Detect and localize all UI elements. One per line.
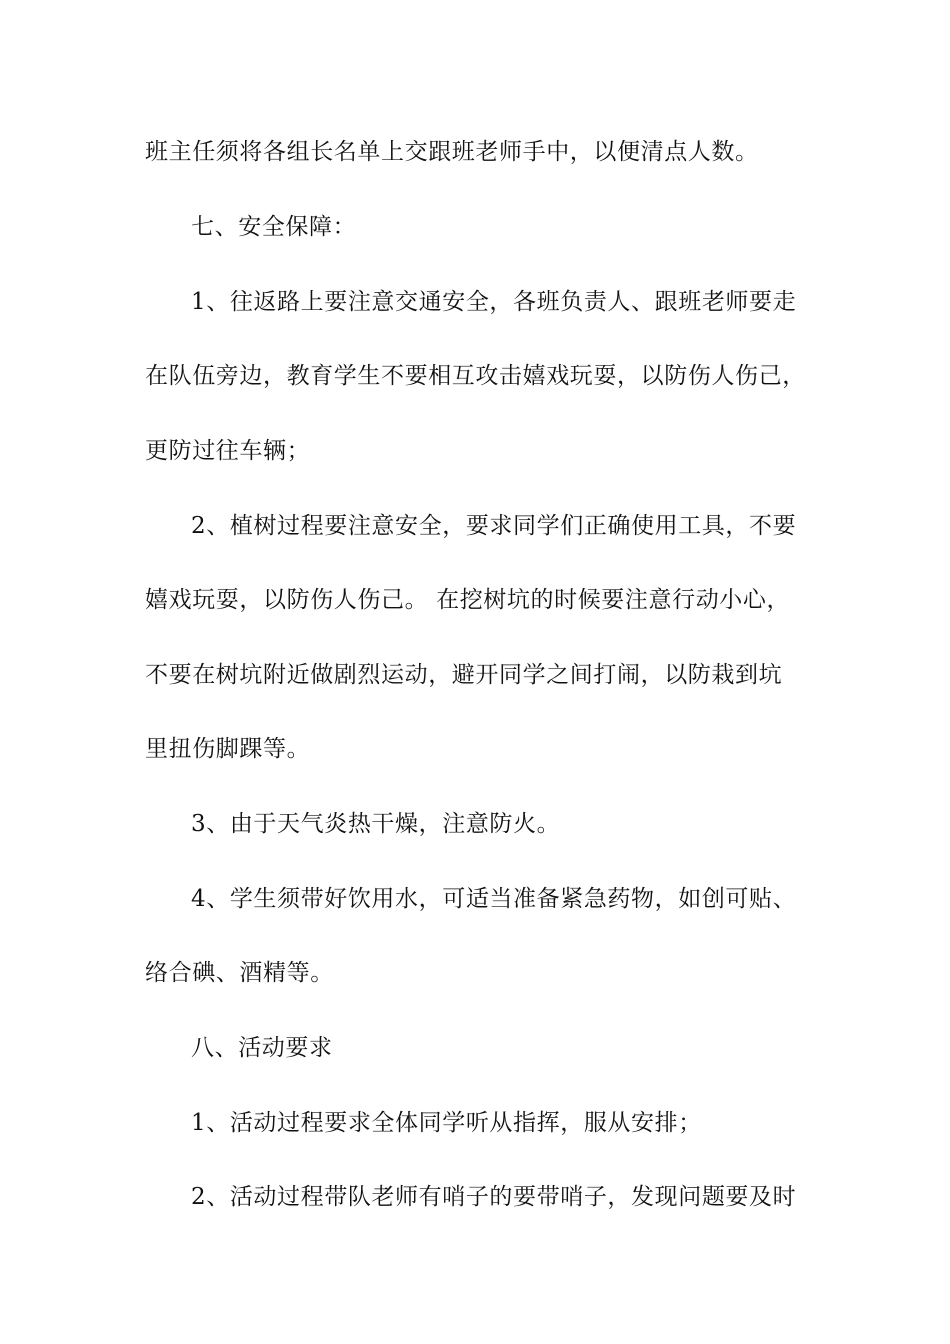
text-line-6: 2、植树过程要注意安全，要求同学们正确使用工具，不要 <box>191 513 797 539</box>
text-line-12: 络合碘、酒精等。 <box>145 960 334 986</box>
section-heading-8: 八、活动要求 <box>191 1035 333 1061</box>
text-line-5: 更防过往车辆； <box>145 438 311 464</box>
text-line-15: 2、活动过程带队老师有哨子的要带哨子，发现问题要及时 <box>191 1184 797 1210</box>
text-line-14: 1、活动过程要求全体同学听从指挥，服从安排； <box>191 1110 702 1136</box>
text-line-11: 4、学生须带好饮用水，可适当准备紧急药物，如创可贴、 <box>191 886 797 912</box>
section-heading-7: 七、安全保障： <box>191 214 357 240</box>
text-line-4: 在队伍旁边，教育学生不要相互攻击嬉戏玩耍，以防伤人伤己， <box>145 363 806 389</box>
text-line-9: 里扭伤脚踝等。 <box>145 736 311 762</box>
text-line-1: 班主任须将各组长名单上交跟班老师手中，以便清点人数。 <box>145 139 759 165</box>
text-line-3: 1、往返路上要注意交通安全，各班负责人、跟班老师要走 <box>191 289 797 315</box>
text-line-8: 不要在树坑附近做剧烈运动，避开同学之间打闹，以防栽到坑 <box>145 662 783 688</box>
text-line-7: 嬉戏玩耍，以防伤人伤己。 在挖树坑的时候要注意行动小心， <box>145 587 791 613</box>
text-line-10: 3、由于天气炎热干燥，注意防火。 <box>191 811 561 837</box>
